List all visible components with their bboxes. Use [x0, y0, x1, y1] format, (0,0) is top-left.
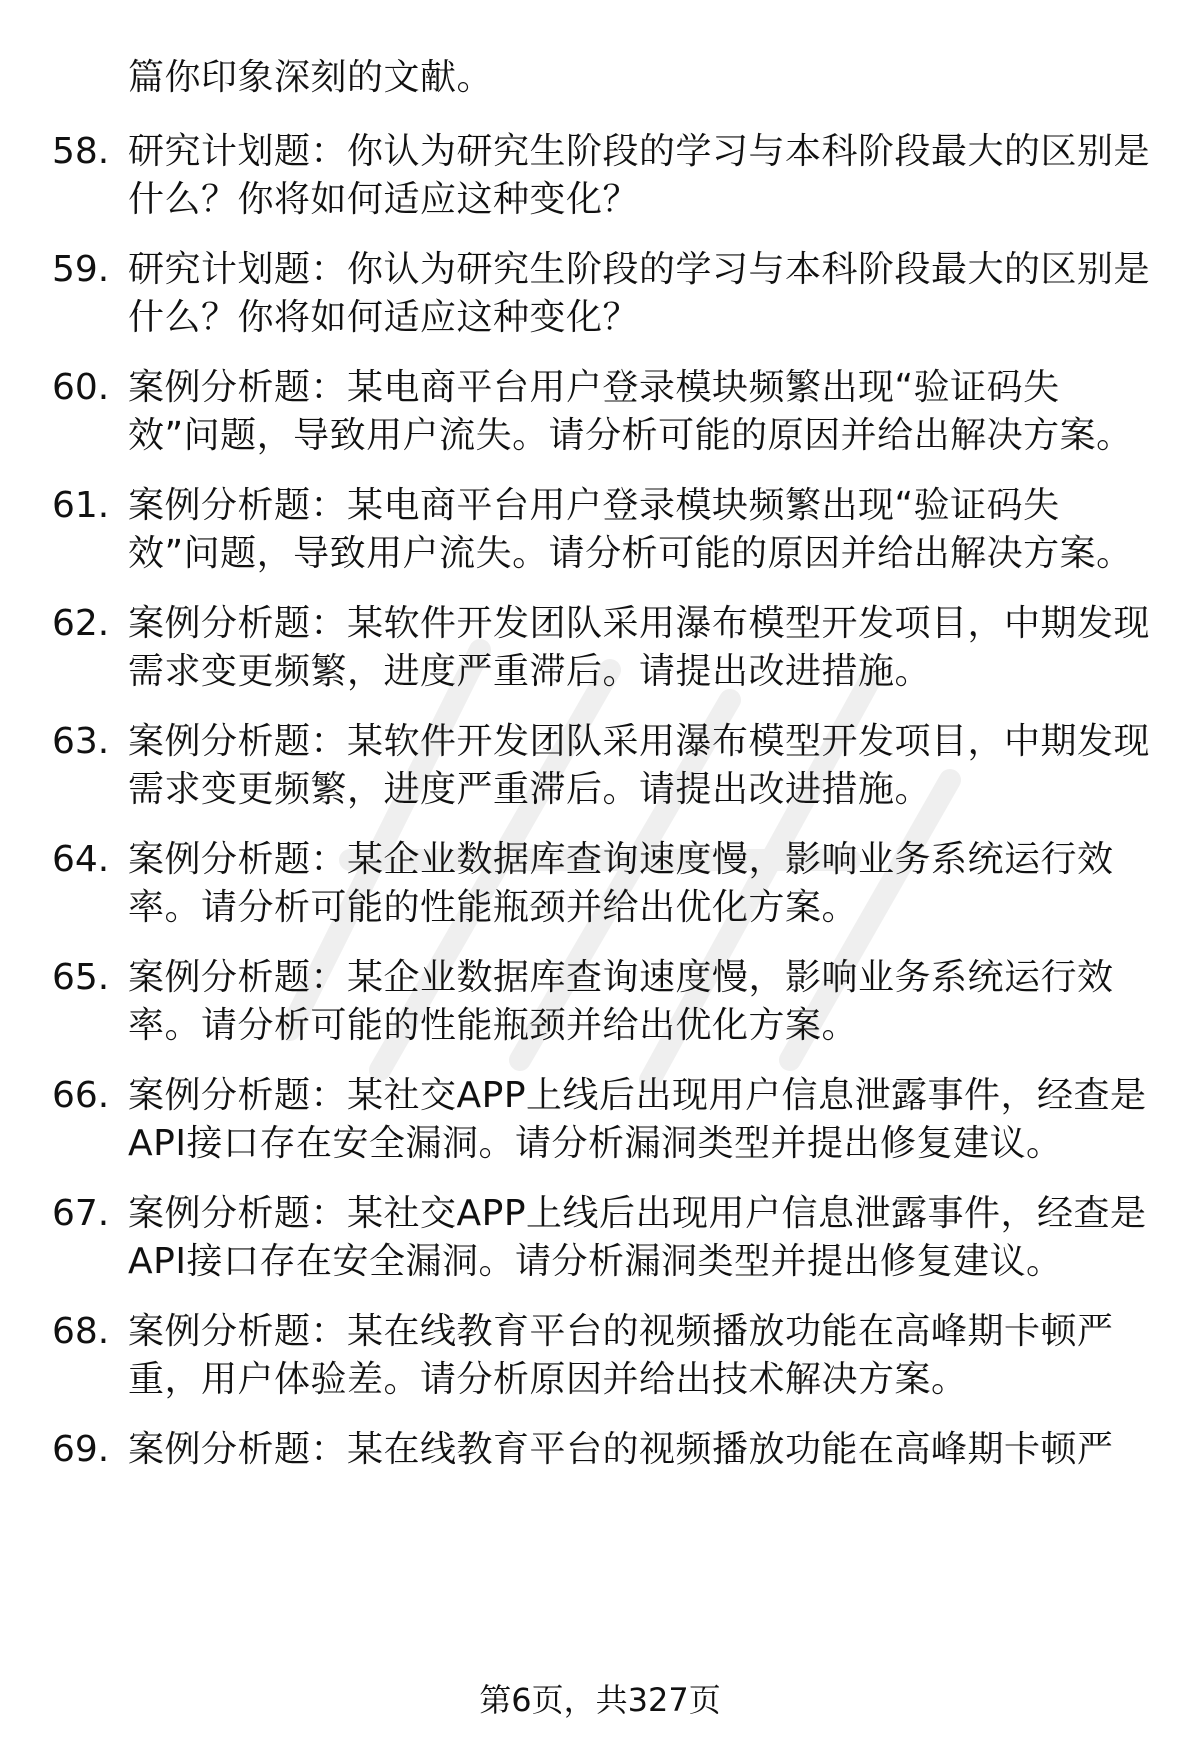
question-number: 67. [52, 1193, 110, 1234]
question-text-line: 案例分析题：某在线教育平台的视频播放功能在高峰期卡顿严 [128, 1429, 1114, 1470]
question-text-line: 案例分析题：某社交APP上线后出现用户信息泄露事件，经查是 [128, 1075, 1147, 1116]
question-number: 68. [52, 1311, 110, 1352]
question-text-line: 案例分析题：某软件开发团队采用瀑布模型开发项目，中期发现 [128, 721, 1151, 762]
question-number: 58. [52, 131, 110, 172]
question-number: 66. [52, 1075, 110, 1116]
question-text-line: 研究计划题：你认为研究生阶段的学习与本科阶段最大的区别是 [128, 131, 1151, 172]
question-number: 59. [52, 249, 110, 290]
question-text-line: API接口存在安全漏洞。请分析漏洞类型并提出修复建议。 [128, 1123, 1063, 1164]
question-text-line: 案例分析题：某电商平台用户登录模块频繁出现“验证码失 [128, 485, 1060, 526]
question-text-line: 效”问题，导致用户流失。请分析可能的原因并给出解决方案。 [128, 415, 1133, 456]
question-text-line: 率。请分析可能的性能瓶颈并给出优化方案。 [128, 1005, 859, 1046]
question-number: 69. [52, 1429, 110, 1470]
question-text-line: 案例分析题：某软件开发团队采用瀑布模型开发项目，中期发现 [128, 603, 1151, 644]
question-text-line: 重，用户体验差。请分析原因并给出技术解决方案。 [128, 1359, 968, 1400]
question-text-line: 案例分析题：某企业数据库查询速度慢，影响业务系统运行效 [128, 957, 1114, 998]
question-text-line: 什么？你将如何适应这种变化？ [128, 297, 640, 338]
intro-tail-text: 篇你印象深刻的文献。 [128, 57, 494, 98]
question-text-line: API接口存在安全漏洞。请分析漏洞类型并提出修复建议。 [128, 1241, 1063, 1282]
question-number: 64. [52, 839, 110, 880]
question-text-line: 案例分析题：某社交APP上线后出现用户信息泄露事件，经查是 [128, 1193, 1147, 1234]
question-text-line: 什么？你将如何适应这种变化？ [128, 179, 640, 220]
question-text-line: 案例分析题：某企业数据库查询速度慢，影响业务系统运行效 [128, 839, 1114, 880]
question-number: 60. [52, 367, 110, 408]
question-text-line: 率。请分析可能的性能瓶颈并给出优化方案。 [128, 887, 859, 928]
question-number: 62. [52, 603, 110, 644]
question-text-line: 需求变更频繁，进度严重滞后。请提出改进措施。 [128, 769, 932, 810]
page-footer: 第6页，共327页 [479, 1681, 721, 1719]
question-text-line: 需求变更频繁，进度严重滞后。请提出改进措施。 [128, 651, 932, 692]
question-number: 63. [52, 721, 110, 762]
question-text-line: 研究计划题：你认为研究生阶段的学习与本科阶段最大的区别是 [128, 249, 1151, 290]
question-number: 61. [52, 485, 110, 526]
question-text-line: 案例分析题：某在线教育平台的视频播放功能在高峰期卡顿严 [128, 1311, 1114, 1352]
question-text-line: 效”问题，导致用户流失。请分析可能的原因并给出解决方案。 [128, 533, 1133, 574]
question-number: 65. [52, 957, 110, 998]
question-text-line: 案例分析题：某电商平台用户登录模块频繁出现“验证码失 [128, 367, 1060, 408]
